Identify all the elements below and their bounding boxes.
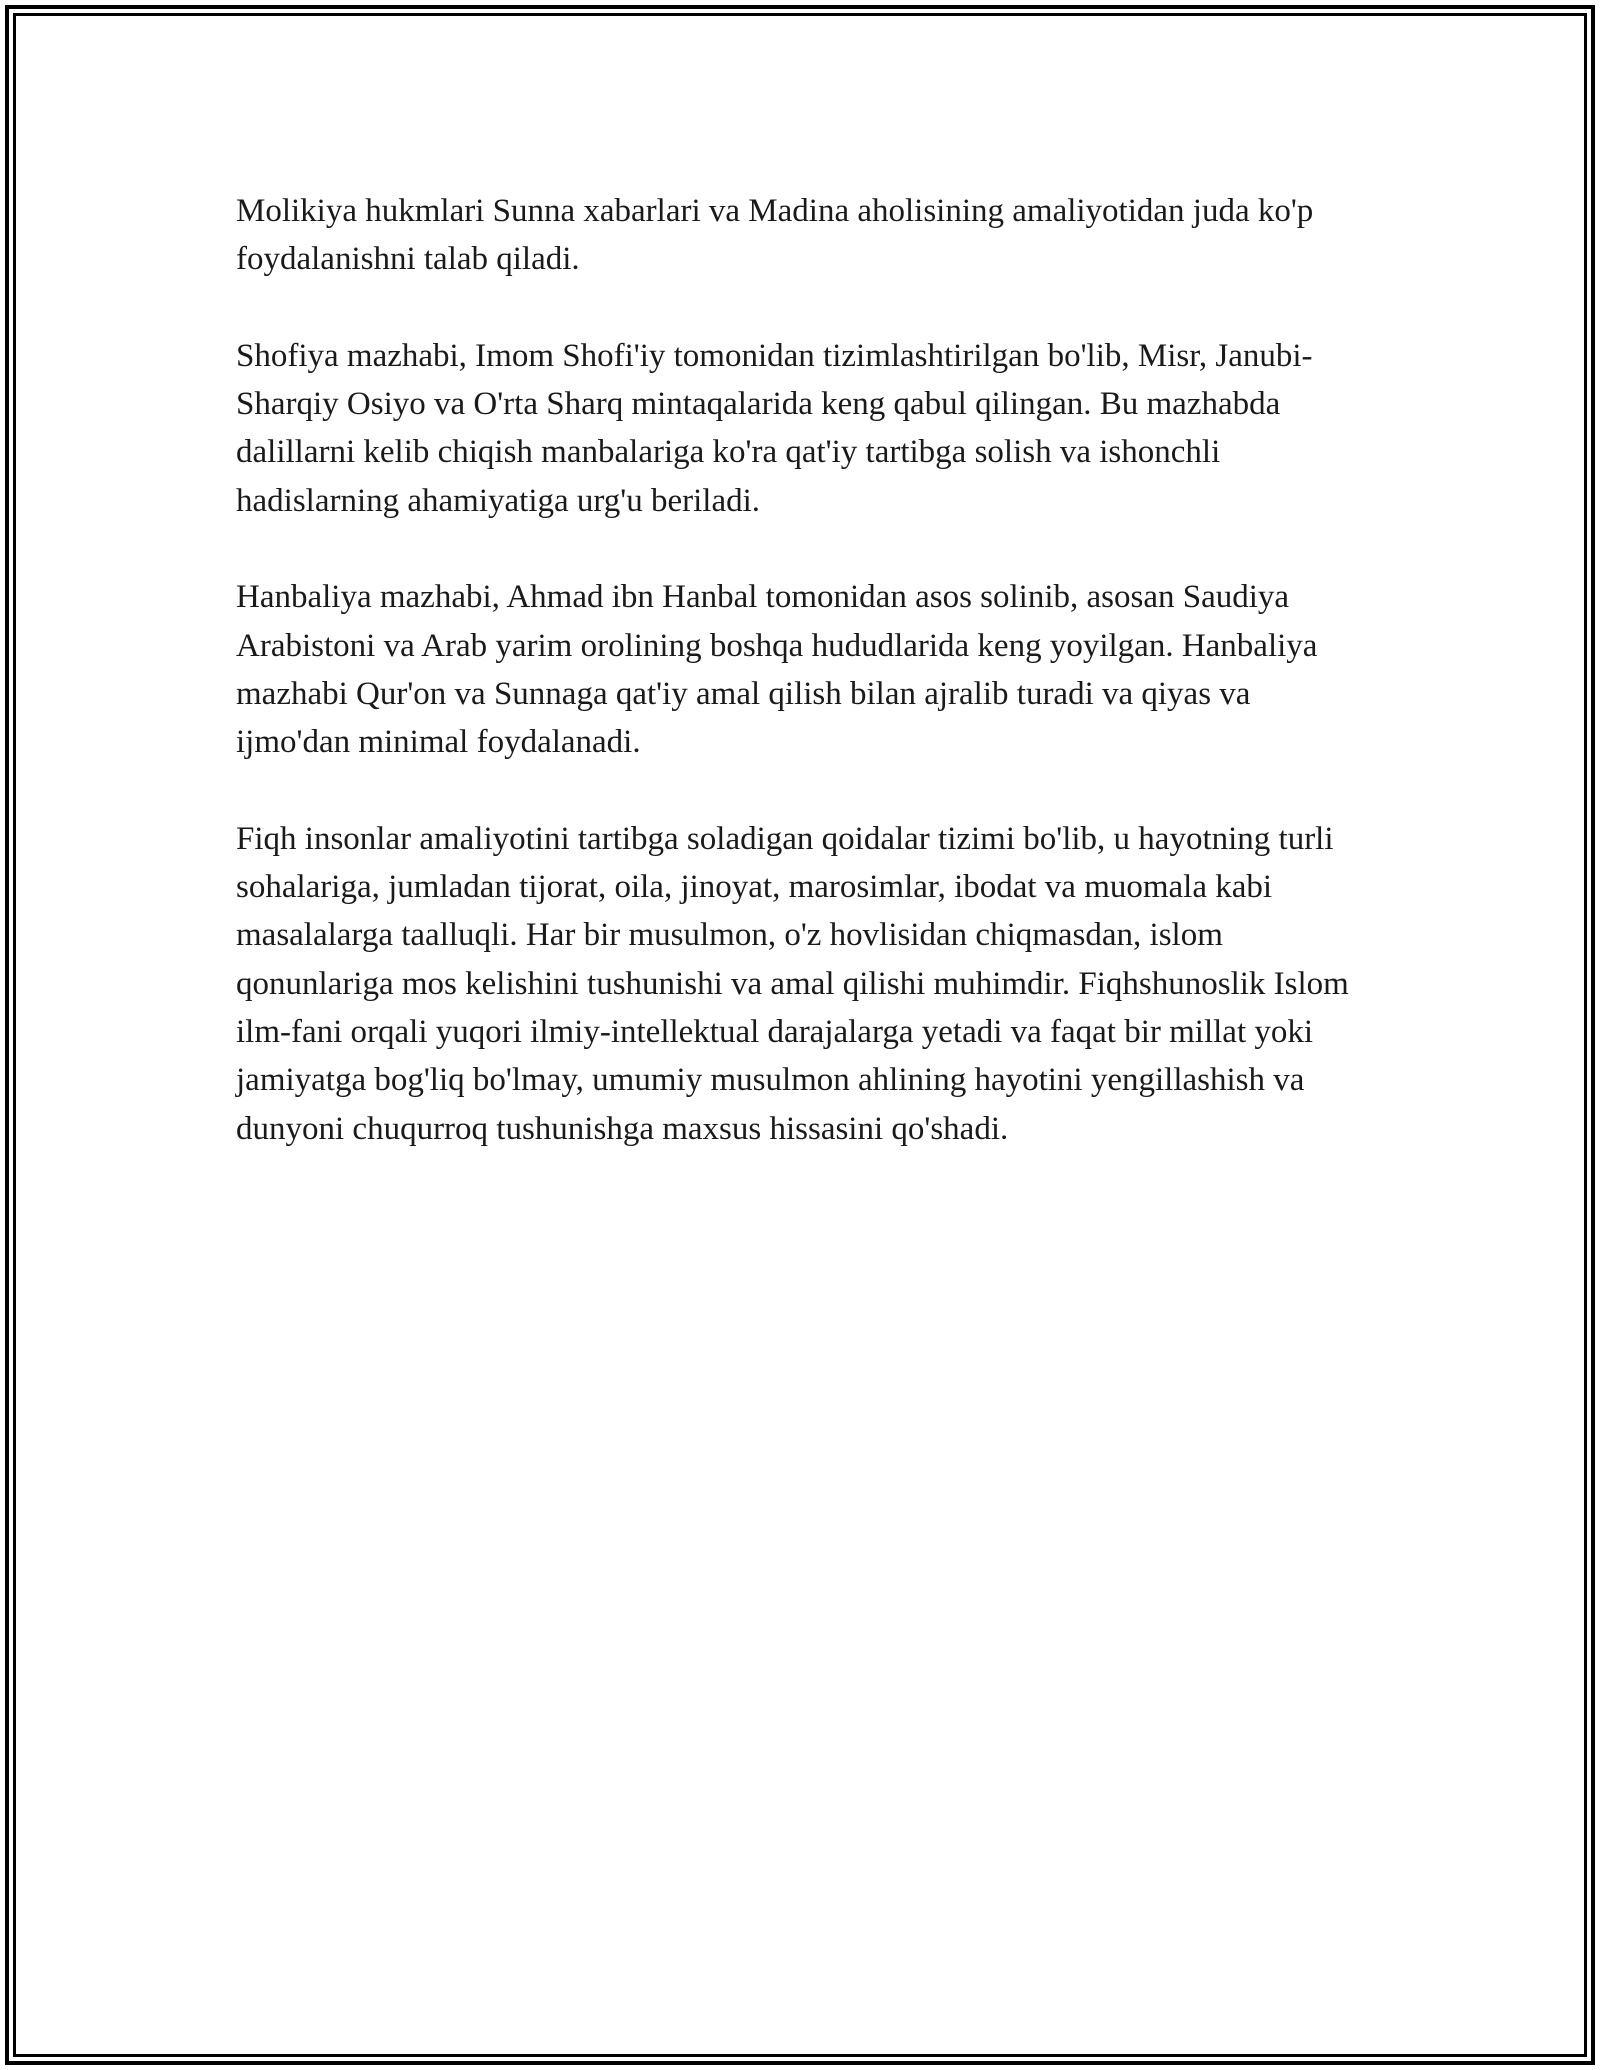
paragraph-hanbali: Hanbaliya mazhabi, Ahmad ibn Hanbal tomonidan asos solinib, asosan Saudiya Arabistoni va Arab yarim orolining boshqa hududlarida keng yoyilgan. Hanbaliya mazhabi Qur'on va Sunnaga qat'iy amal qilish bilan ajralib turadi va qiyas va ijmo'dan minimal foydalanadi.: [236, 579, 1318, 761]
paragraph-shafii: Shofiya mazhabi, Imom Shofi'iy tomonidan tizimlashtirilgan bo'lib, Misr, Janubi-Sharqiy Osiyo va O'rta Sharq mintaqalarida keng qabul qilingan. Bu mazhabda dalillarni kelib chiqish manbalariga ko'ra qat'iy tartibga solish va ishonchli hadislarning ahamiyatiga urg'u beriladi.: [236, 337, 1313, 519]
paragraph-maliki: Molikiya hukmlari Sunna xabarlari va Madina aholisining amaliyotidan juda ko'p foydalanishni talab qiladi.: [236, 193, 1314, 278]
document-body: [236, 187, 1366, 1201]
paragraph-fiqh: Fiqh insonlar amaliyotini tartibga soladigan qoidalar tizimi bo'lib, u hayotning turli sohalariga, jumladan tijorat, oila, jinoyat, marosimlar, ibodat va muomala kabi masalalarga taalluqli. Har bir musulmon, o'z hovlisidan chiqmasdan, islom qonunlariga mos kelishini tushunishi va amal qilishi muhimdir. Fiqhshunoslik Islom ilm-fani orqali yuqori ilmiy-intellektual darajalarga yetadi va faqat bir millat yoki jamiyatga bog'liq bo'lmay, umumiy musulmon ahlining hayotini yengillashish va dunyoni chuqurroq tushunishga maxsus hissasini qo'shadi.: [236, 820, 1349, 1147]
